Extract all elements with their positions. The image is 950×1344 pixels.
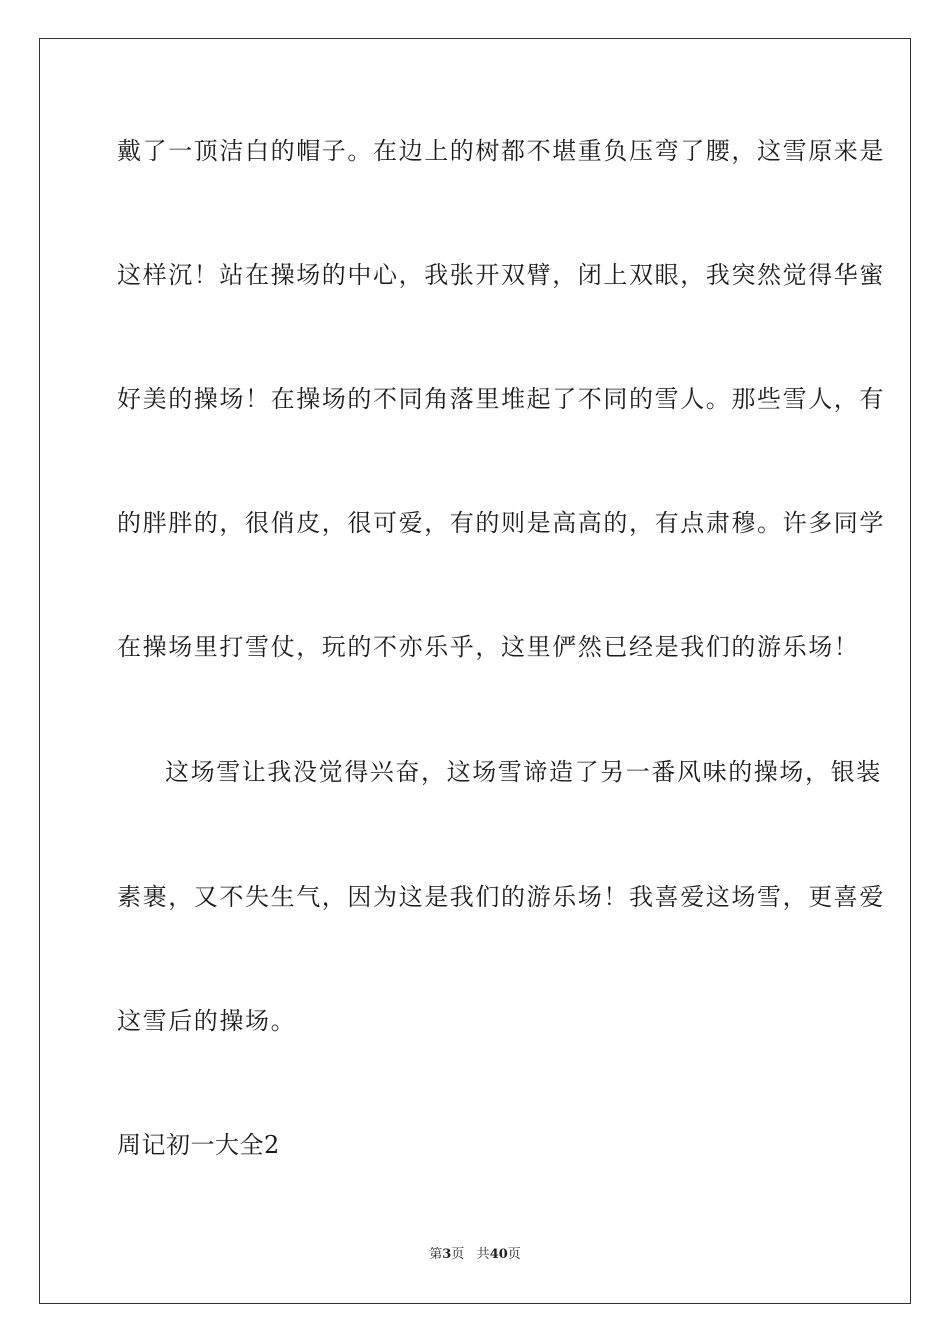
- page-suffix: 页: [451, 1247, 465, 1262]
- page-prefix: 第: [429, 1247, 443, 1262]
- section-heading: 周记初一大全2: [117, 1131, 280, 1159]
- total-suffix: 页: [507, 1247, 521, 1262]
- body-line-7: 素裹，又不失生气，因为这是我们的游乐场！我喜爱这场雪，更喜爱: [117, 883, 885, 911]
- body-line-6-paragraph-start: 这场雪让我没觉得兴奋，这场雪谛造了另一番风味的操场，银装: [165, 758, 882, 786]
- page-footer: [0, 1246, 950, 1264]
- body-line-5: 在操场里打雪仗，玩的不亦乐乎，这里俨然已经是我们的游乐场！: [117, 633, 860, 661]
- body-line-3: 好美的操场！在操场的不同角落里堆起了不同的雪人。那些雪人，有: [117, 385, 885, 413]
- body-line-8: 这雪后的操场。: [117, 1007, 297, 1035]
- page-number: 3: [442, 1247, 452, 1262]
- body-line-2: 这样沉！站在操场的中心，我张开双臂，闭上双眼，我突然觉得华蜜: [117, 261, 885, 289]
- page-border: [39, 38, 911, 1304]
- total-prefix: 共: [476, 1247, 490, 1262]
- body-line-4: 的胖胖的，很俏皮，很可爱，有的则是高高的，有点肃穆。许多同学: [117, 509, 885, 537]
- body-line-1: 戴了一顶洁白的帽子。在边上的树都不堪重负压弯了腰，这雪原来是: [117, 137, 885, 165]
- total-pages: 40: [489, 1247, 508, 1262]
